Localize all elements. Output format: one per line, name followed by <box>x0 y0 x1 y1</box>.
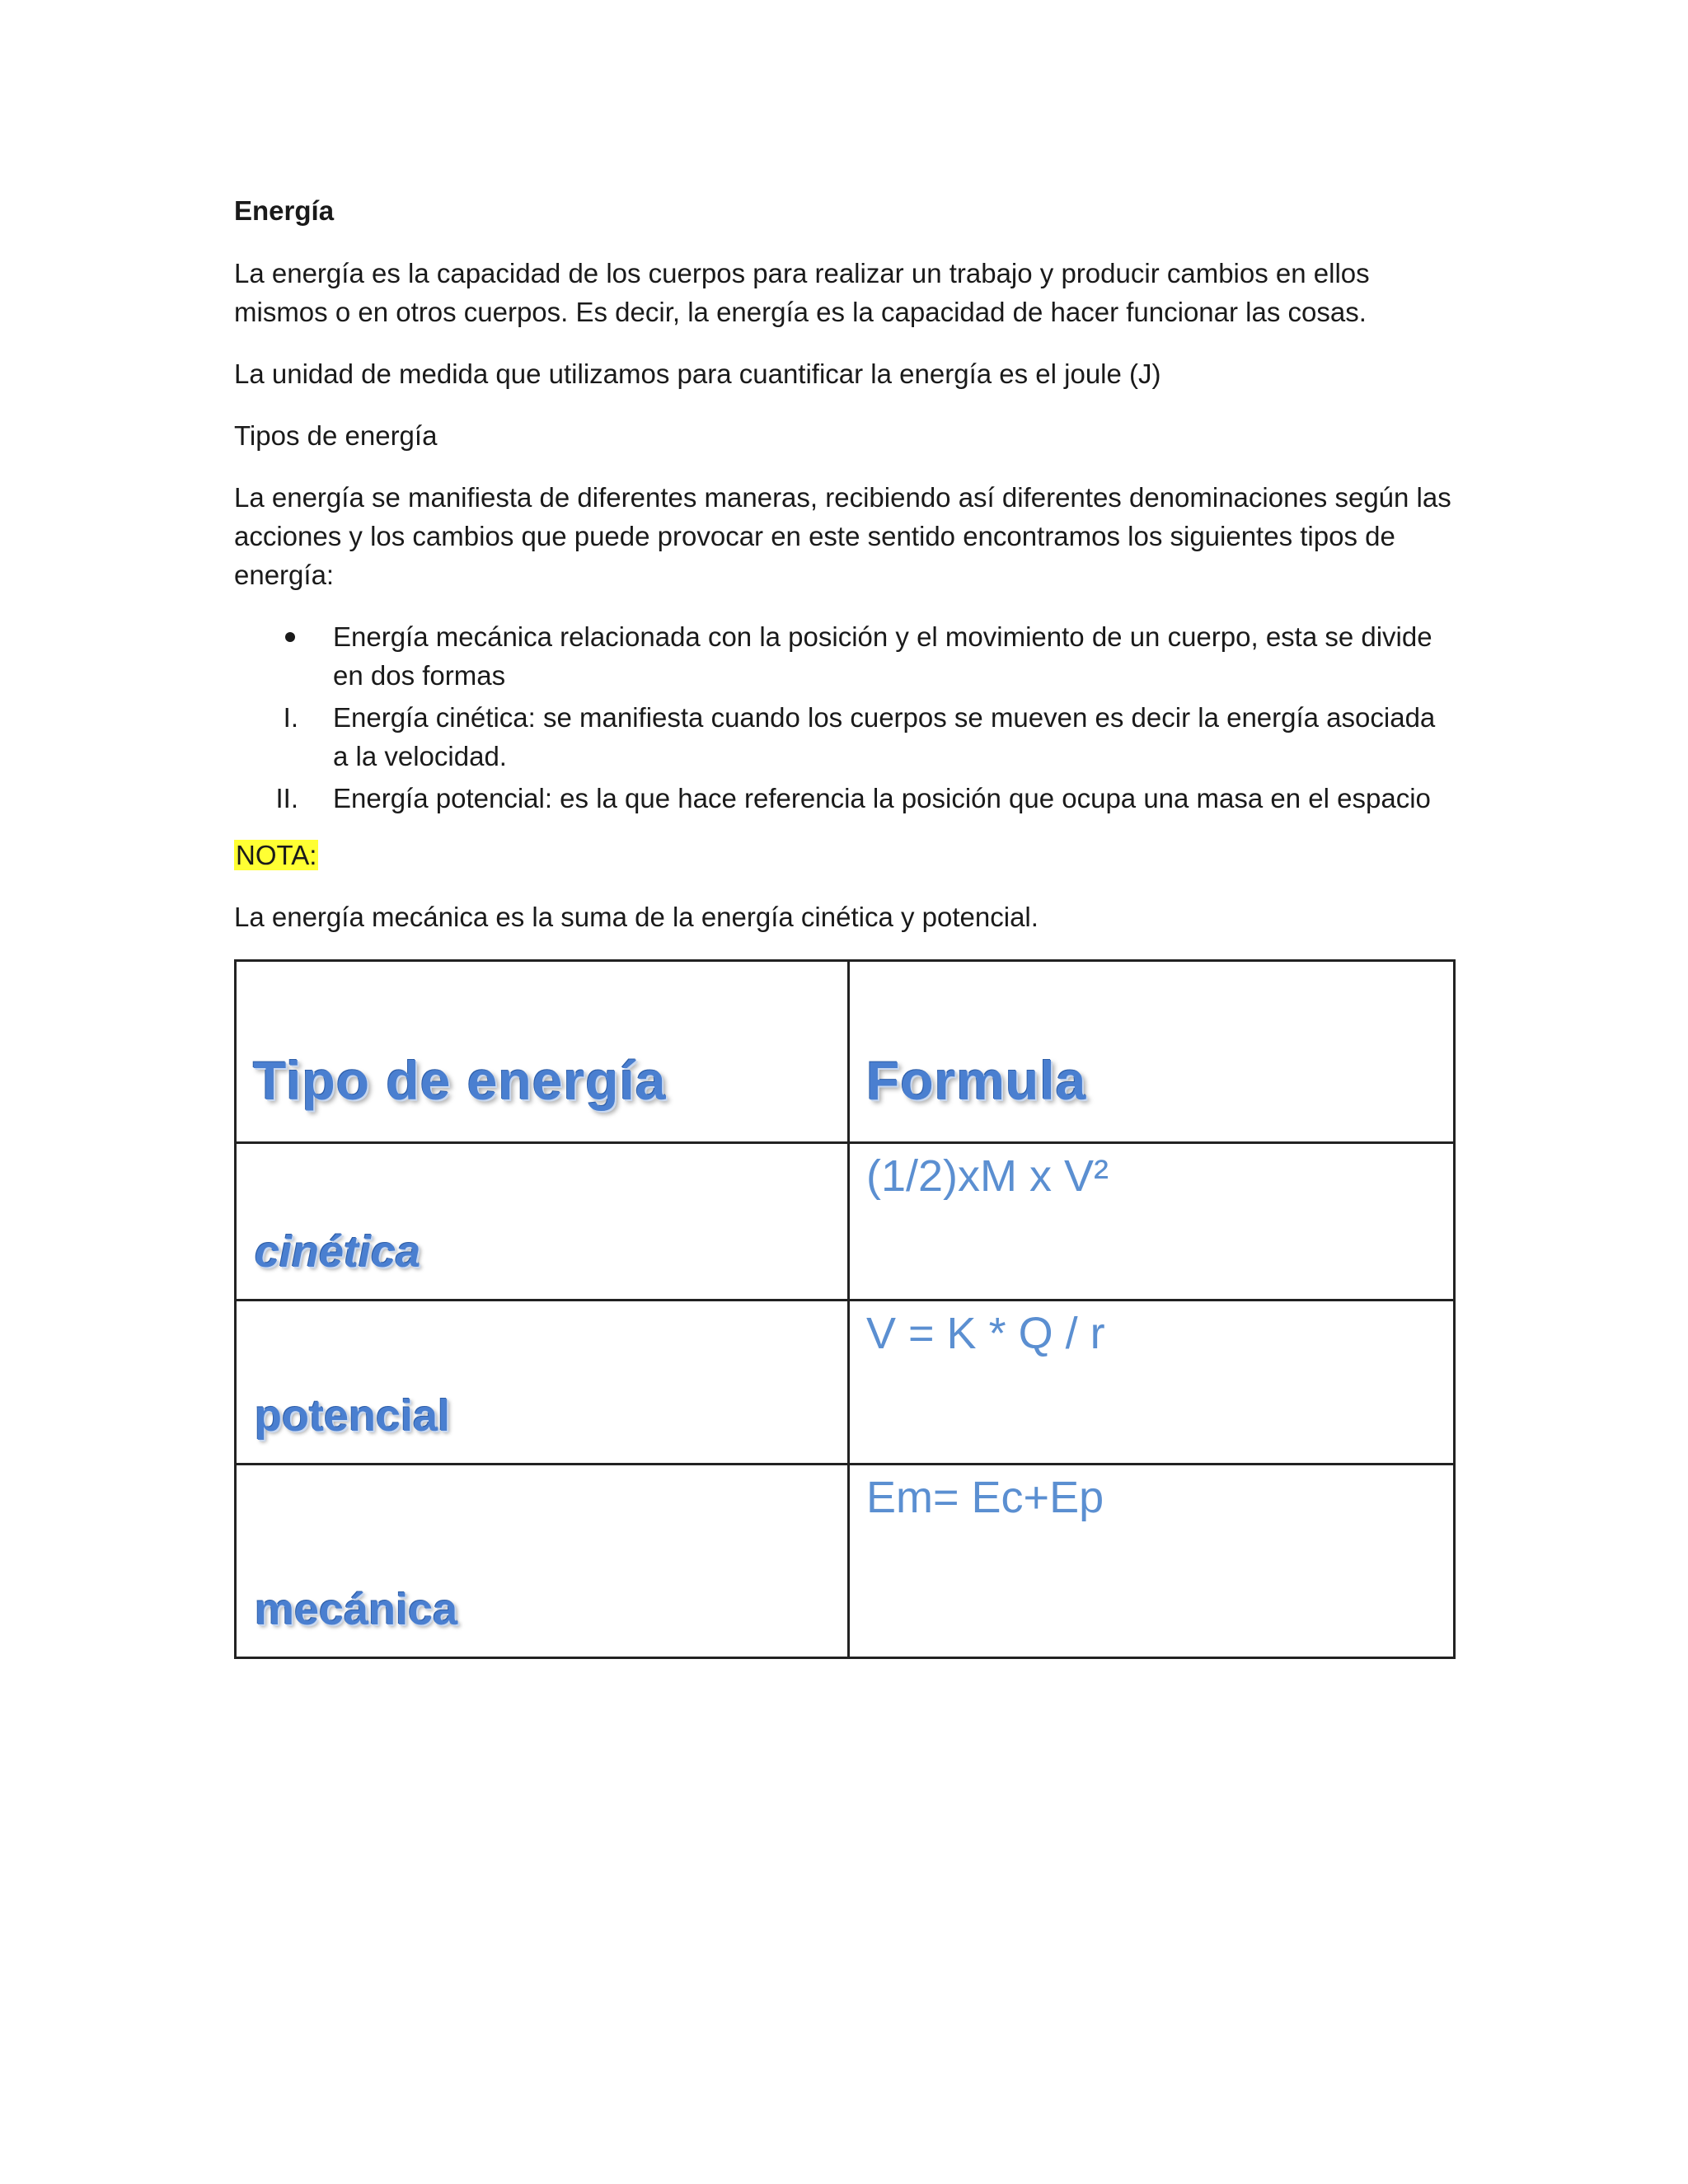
formula-text: Em= Ec+Ep <box>866 1473 1104 1522</box>
types-paragraph: La energía se manifiesta de diferentes maneras, recibiendo así diferentes denominaciones según las acciones y los cambios que puede provocar en este sentido encontramos los siguientes tipos de energía: <box>234 482 1451 590</box>
list-item-marker: II. <box>275 783 298 813</box>
energy-type-label: cinética <box>255 1227 421 1277</box>
energy-type-label: potencial <box>255 1391 451 1441</box>
list-item <box>234 779 1454 818</box>
unit-paragraph: La unidad de medida que utilizamos para cuantificar la energía es el joule (J) <box>234 359 1161 389</box>
header-cell-type <box>236 961 849 1143</box>
header-type-label: Tipo de energía <box>253 1050 667 1111</box>
formula-cell <box>849 1143 1455 1301</box>
table-row <box>236 1301 1455 1465</box>
type-cell <box>236 1465 849 1658</box>
types-subheading: Tipos de energía <box>234 420 438 451</box>
table-row <box>236 1465 1455 1658</box>
note-text: La energía mecánica es la suma de la energía cinética y potencial. <box>234 902 1039 932</box>
energy-formula-table <box>234 959 1456 1659</box>
list-item-marker: I. <box>283 702 298 733</box>
formula-cell <box>849 1465 1455 1658</box>
energy-types-list <box>234 617 1454 818</box>
list-item <box>234 698 1454 776</box>
list-item <box>234 617 1454 695</box>
type-cell <box>236 1301 849 1465</box>
document-title: Energía <box>234 195 335 226</box>
header-formula-label: Formula <box>866 1050 1087 1111</box>
table-row <box>236 1143 1455 1301</box>
note-label: NOTA: <box>236 840 317 870</box>
bullet-icon <box>285 632 295 642</box>
formula-cell <box>849 1301 1455 1465</box>
list-item-text: Energía potencial: es la que hace referencia la posición que ocupa una masa en el espacio <box>333 783 1431 813</box>
list-item-text: Energía mecánica relacionada con la posición y el movimiento de un cuerpo, esta se divide en dos formas <box>333 621 1432 691</box>
definition-paragraph: La energía es la capacidad de los cuerpos para realizar un trabajo y producir cambios en ellos mismos o en otros cuerpos. Es decir, la energía es la capacidad de hacer funcionar las cosas. <box>234 258 1370 327</box>
list-item-text: Energía cinética: se manifiesta cuando los cuerpos se mueven es decir la energía asociada a la velocidad. <box>333 702 1436 771</box>
note-label-line <box>234 836 1454 874</box>
formula-text: (1/2)xM x V² <box>866 1151 1109 1201</box>
document-page <box>234 191 1454 1659</box>
type-cell <box>236 1143 849 1301</box>
table-header-row <box>236 961 1455 1143</box>
energy-type-label: mecánica <box>255 1585 458 1634</box>
formula-text: V = K * Q / r <box>866 1309 1105 1358</box>
header-cell-formula <box>849 961 1455 1143</box>
